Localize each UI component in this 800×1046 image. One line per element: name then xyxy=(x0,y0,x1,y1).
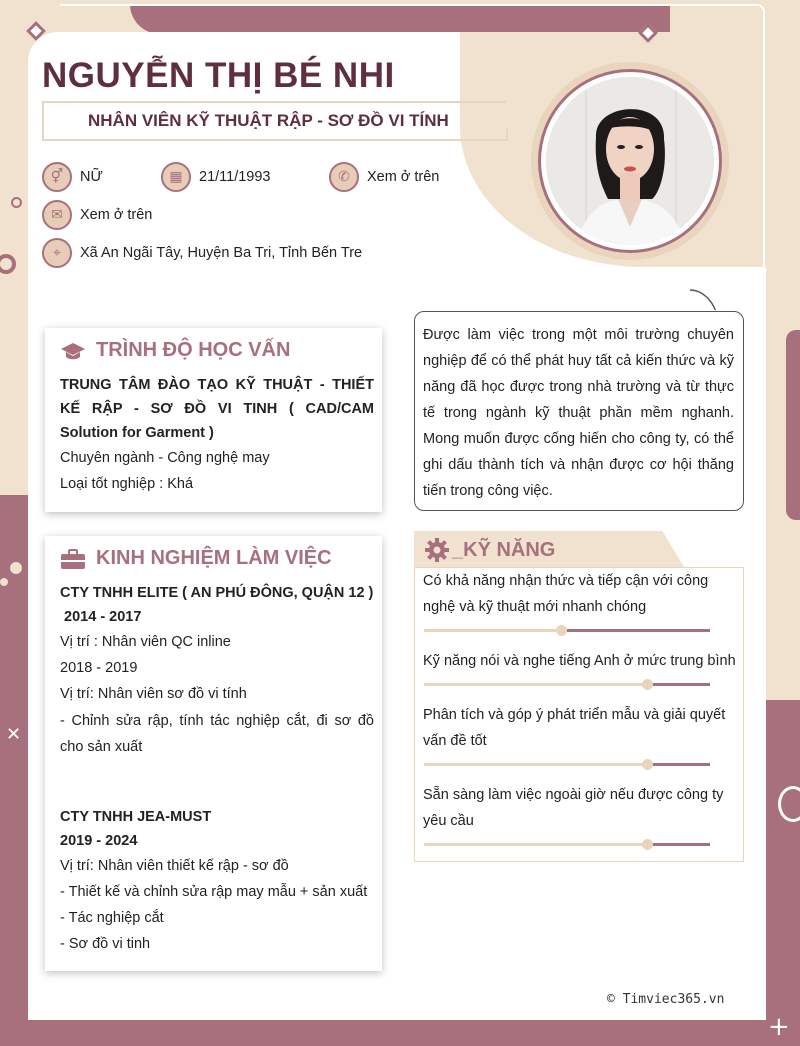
education-grade: Loại tốt nghiệp : Khá xyxy=(60,476,194,492)
skill-label: Có khả năng nhận thức và tiếp cận với công nghệ và kỹ thuật mới nhanh chóng xyxy=(423,573,709,615)
job-1-line: 2018 - 2019 xyxy=(60,660,138,676)
experience-heading-row xyxy=(60,547,332,570)
briefcase-icon xyxy=(60,548,86,570)
job-1-line: - Chỉnh sửa rập, tính tác nghiệp cắt, đi sơ đồ cho sản xuất xyxy=(60,713,374,755)
education-major: Chuyên ngành - Công nghệ may xyxy=(60,450,270,466)
skills-heading: _KỸ NĂNG xyxy=(452,538,556,561)
job-2-line: Vị trí: Nhân viên thiết kế rập - sơ đồ xyxy=(60,858,289,874)
avatar xyxy=(546,77,714,245)
skill-bar xyxy=(424,843,710,846)
job-2-line: - Tác nghiệp cắt xyxy=(60,910,164,926)
gender-value: NỮ xyxy=(80,169,103,185)
job-2-company xyxy=(60,805,211,830)
phone-item xyxy=(329,162,439,192)
job-1-line: Vị trí: Nhân viên sơ đồ vi tính xyxy=(60,686,247,702)
email-icon: ✉ xyxy=(42,200,72,230)
education-heading: TRÌNH ĐỘ HỌC VẤN xyxy=(96,339,291,361)
skill-bar-fill xyxy=(647,683,710,686)
right-band xyxy=(766,700,800,1046)
skill-bar xyxy=(424,683,710,686)
skill-label: Phân tích và góp ý phát triển mẫu và giải quyết vấn đề tốt xyxy=(423,707,726,749)
job-period: 2019 - 2024 xyxy=(60,833,138,849)
education-school xyxy=(60,373,374,445)
job-1-period xyxy=(60,605,141,630)
job-company: CTY TNHH ELITE ( AN PHÚ ĐÔNG, QUẬN 12 ) xyxy=(60,585,374,601)
job-2-period xyxy=(60,829,137,854)
footer-credit: © Timviec365.vn xyxy=(607,992,725,1007)
skill-bar xyxy=(424,629,710,632)
education-heading-row xyxy=(60,339,290,362)
experience-heading: KINH NGHIỆM LÀM VIỆC xyxy=(96,547,332,569)
job-2-line: - Sơ đồ vi tinh xyxy=(60,936,151,952)
job-period: 2014 - 2017 xyxy=(60,609,142,625)
calendar-icon: ▦ xyxy=(161,162,191,192)
skill-bar-knob xyxy=(642,839,653,850)
email-item xyxy=(42,200,152,230)
job-title: NHÂN VIÊN KỸ THUẬT RẬP - SƠ ĐỒ VI TÍNH xyxy=(88,111,449,130)
skills-heading-row xyxy=(424,537,555,563)
job-2-line: - Thiết kế và chỉnh sửa rập may mẫu + sản xuất xyxy=(60,884,368,900)
bottom-band xyxy=(0,1020,800,1046)
address-value: Xã An Ngãi Tây, Huyện Ba Tri, Tỉnh Bến Tre xyxy=(80,245,363,261)
skill-label: Kỹ năng nói và nghe tiếng Anh ở mức trung bình xyxy=(423,653,736,669)
gear-icon xyxy=(424,537,450,563)
plus-deco-icon: + xyxy=(768,1012,790,1042)
skill-bar-fill xyxy=(561,629,710,632)
email-value: Xem ở trên xyxy=(80,207,153,223)
candidate-name: NGUYỄN THỊ BÉ NHI xyxy=(42,56,395,95)
gender-item xyxy=(42,162,103,192)
right-tab xyxy=(786,330,800,520)
graduation-cap-icon xyxy=(60,340,86,362)
dot-deco-icon xyxy=(10,562,22,574)
location-pin-icon: ⌖ xyxy=(42,238,72,268)
skill-bar xyxy=(424,763,710,766)
dot-deco-icon xyxy=(0,578,8,586)
birthday-item xyxy=(161,162,271,192)
objective-text: Được làm việc trong một môi trường chuyên nghiệp để có thể phát huy tất cả kiến thức và kỹ năng đã học được trong nhà trường và từ thực tế trong ngành kỹ thuật phần mềm nghanh. Mong muốn được cống hiến cho công ty, có thể ghi dấu thành tích và nhận được cơ hội thăng tiến trong công việc. xyxy=(423,327,734,499)
circle-deco-icon xyxy=(778,786,800,822)
circle-deco-icon xyxy=(0,254,16,274)
circle-deco-icon xyxy=(11,197,22,208)
skill-bar-knob xyxy=(642,679,653,690)
skill-bar-fill xyxy=(647,763,710,766)
job-1-company xyxy=(60,581,373,606)
birthday-value: 21/11/1993 xyxy=(199,169,271,185)
gender-icon: ⚥ xyxy=(42,162,72,192)
phone-value: Xem ở trên xyxy=(367,169,440,185)
school-name: TRUNG TÂM ĐÀO TẠO KỸ THUẬT - THIẾT KẾ RẬP - SƠ ĐỒ VI TINH ( CAD/CAM Solution for Garment ) xyxy=(60,377,374,441)
skill-bar-fill xyxy=(647,843,710,846)
job-company: CTY TNHH JEA-MUST xyxy=(60,809,212,825)
cross-deco-icon: ✕ xyxy=(6,724,22,745)
address-item xyxy=(42,238,362,268)
phone-icon: ✆ xyxy=(329,162,359,192)
skill-label: Sẵn sàng làm việc ngoài giờ nếu được công ty yêu cầu xyxy=(423,787,724,829)
skill-bar-knob xyxy=(642,759,653,770)
job-1-line: Vị trí : Nhân viên QC inline xyxy=(60,634,231,650)
